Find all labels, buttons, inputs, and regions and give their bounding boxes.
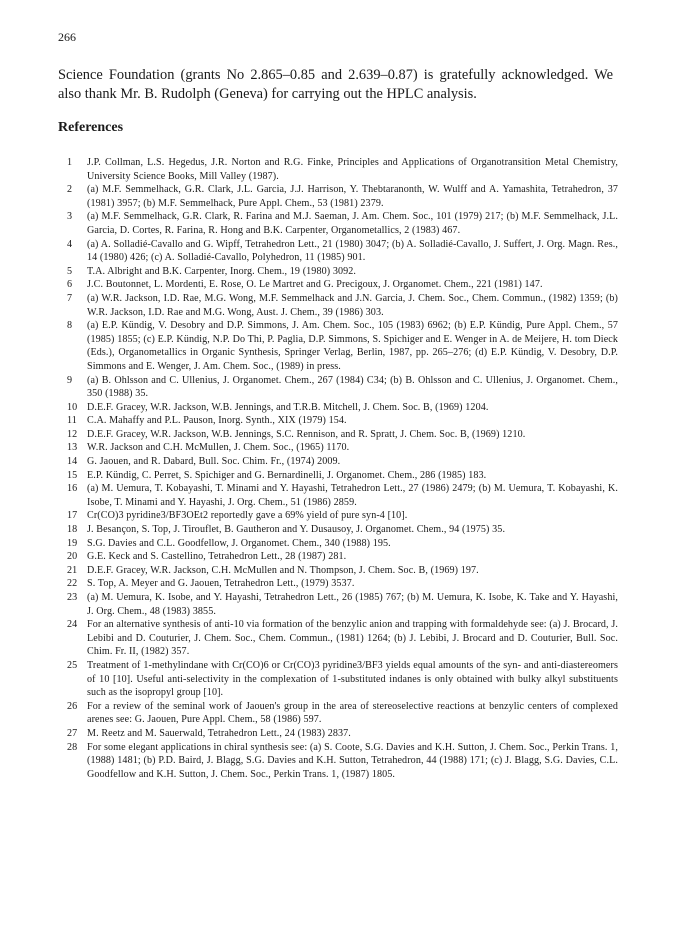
reference-item: [67, 292, 618, 319]
reference-text: E.P. Kündig, C. Perret, S. Spichiger and G. Bernardinelli, J. Organomet. Chem., 286 (1985) 183.: [87, 469, 487, 481]
reference-number: 19: [67, 537, 78, 549]
reference-text: J. Besançon, S. Top, J. Tirouflet, B. Gautheron and Y. Dusausoy, J. Organomet. Chem., 94 (1975) 35.: [87, 524, 506, 536]
reference-item: [67, 278, 618, 292]
reference-text: Cr(CO)3 pyridine3/BF3OEt2 reportedly gave a 69% yield of pure syn-4 [10].: [87, 510, 408, 522]
reference-text: For a review of the seminal work of Jaouen's group in the area of stereoselective reactions at benzylic centers of complexed arenes see: G. Jaouen, Pure Appl. Chem., 58 (1986) 597.: [87, 700, 618, 726]
reference-item: [67, 741, 618, 782]
reference-number: 16: [67, 483, 78, 495]
page-number: 266: [58, 30, 76, 44]
reference-number: 20: [67, 551, 78, 563]
reference-number: 28: [67, 741, 78, 753]
reference-text: C.A. Mahaffy and P.L. Pauson, Inorg. Synth., XIX (1979) 154.: [87, 415, 347, 427]
reference-number: 13: [67, 442, 78, 454]
reference-text: (a) B. Ohlsson and C. Ullenius, J. Organomet. Chem., 267 (1984) C34; (b) B. Ohlsson and C. Ullenius, J. Organomet. Chem., 350 (1988) 35.: [87, 374, 618, 400]
reference-item: [67, 700, 618, 727]
reference-number: 9: [67, 374, 73, 386]
reference-number: 7: [67, 292, 73, 304]
reference-number: 1: [67, 157, 73, 168]
reference-item: [67, 414, 618, 428]
reference-text: Treatment of 1-methylindane with Cr(CO)6 or Cr(CO)3 pyridine3/BF3 yields equal amounts of the syn- and anti-diastereomers of 10 [10]. Useful anti-selectivity in the complexation of 1-substituted indanes is only obtained with bulky alkyl substituents such as the isopropyl group [10].: [87, 659, 618, 699]
reference-text: D.E.F. Gracey, W.R. Jackson, W.B. Jennings, and T.R.B. Mitchell, J. Chem. Soc. B, (1969) 1204.: [87, 401, 489, 413]
reference-number: 24: [67, 619, 78, 631]
reference-item: [67, 319, 618, 373]
reference-text: W.R. Jackson and C.H. McMullen, J. Chem. Soc., (1965) 1170.: [87, 442, 350, 454]
reference-item: [67, 591, 618, 618]
reference-item: [67, 469, 618, 483]
reference-number: 18: [67, 524, 78, 536]
reference-text: For some elegant applications in chiral synthesis see: (a) S. Coote, S.G. Davies and K.H. Sutton, J. Chem. Soc., Perkin Trans. 1, (1988) 1481; (b) P.D. Baird, J. Blagg, S.G. Davies and K.H. Sutton, Tetrahedron, 44 (1988) 171; (c) J. Blagg, S.G. Davies, C.L. Goodfellow and K.H. Sutton, J. Chem. Soc., Perkin Trans. 1, (1987) 1805.: [87, 741, 618, 780]
reference-item: [67, 401, 618, 415]
reference-number: 15: [67, 469, 78, 481]
reference-text: (a) A. Solladié-Cavallo and G. Wipff, Tetrahedron Lett., 21 (1980) 3047; (b) A. Solladié-Cavallo, J. Suffert, J. Org. Magn. Res., 14 (1980) 426; (c) A. Solladié-Cavallo, Polyhedron, 11 (1985) 901.: [87, 238, 618, 264]
reference-text: G.E. Keck and S. Castellino, Tetrahedron Lett., 28 (1987) 281.: [87, 551, 347, 563]
reference-number: 8: [67, 320, 73, 332]
reference-text: (a) W.R. Jackson, I.D. Rae, M.G. Wong, M.F. Semmelhack and J.N. Garcia, J. Chem. Soc., Chem. Commun., (1982) 1359; (b) W.R. Jackson, I.D. Rae and M.G. Wong, Aust. J. Chem., 39 (1986) 303.: [87, 292, 618, 318]
reference-number: 12: [67, 428, 78, 440]
reference-item: [67, 482, 618, 509]
reference-item: [67, 265, 618, 279]
reference-text: (a) M. Uemura, T. Kobayashi, T. Minami and Y. Hayashi, Tetrahedron Lett., 27 (1986) 2479; (b) M. Uemura, T. Kobayashi, K. Isobe, T. Minami and Y. Hayashi, J. Org. Chem., 51 (1986) 2859.: [87, 483, 618, 508]
reference-item: [67, 238, 618, 265]
reference-text: G. Jaouen, and R. Dabard, Bull. Soc. Chim. Fr., (1974) 2009.: [87, 456, 341, 468]
reference-item: [67, 183, 618, 210]
reference-number: 2: [67, 184, 73, 196]
reference-item: [67, 374, 618, 401]
reference-text: D.E.F. Gracey, W.R. Jackson, W.B. Jennings, S.C. Rennison, and R. Spratt, J. Chem. Soc. B, (1969) 1210.: [87, 428, 526, 440]
references-heading: References: [58, 120, 124, 135]
reference-list: [67, 156, 618, 781]
reference-number: 17: [67, 510, 78, 522]
reference-text: M. Reetz and M. Sauerwald, Tetrahedron Lett., 24 (1983) 2837.: [87, 727, 351, 739]
reference-number: 3: [67, 211, 73, 223]
reference-item: [67, 210, 618, 237]
reference-item: [67, 441, 618, 455]
reference-item: [67, 659, 618, 700]
reference-item: [67, 428, 618, 442]
reference-text: (a) E.P. Kündig, V. Desobry and D.P. Simmons, J. Am. Chem. Soc., 105 (1983) 6962; (b) E.P. Kündig, Pure Appl. Chem., 57 (1985) 1855; (c) E.P. Kündig, N.P. Do Thi, P. Paglia, D.P. Simmons, S. Spichiger and E. Wenger in A. de Meijere, H. tom Dieck (Eds.), Organometallics in Organic Synthesis, Springer Verlag, Berlin, 1987, pp. 265–276; (d) E.P. Kündig, V. Desobry, D.P. Simmons and E. Wenger, J. Am. Chem. Soc., (1989) in press.: [87, 320, 618, 372]
reference-item: [67, 537, 618, 551]
reference-text: S.G. Davies and C.L. Goodfellow, J. Organomet. Chem., 340 (1988) 195.: [87, 537, 391, 549]
reference-text: (a) M.F. Semmelhack, G.R. Clark, J.L. Garcia, J.J. Harrison, Y. Thebtaranonth, W. Wulff and A. Yamashita, Tetrahedron, 37 (1981) 3957; (b) M.F. Semmelhack, Pure Appl. Chem., 53 (1981) 2379.: [87, 184, 618, 209]
reference-item: [67, 577, 618, 591]
reference-item: [67, 523, 618, 537]
acknowledgment-paragraph: Science Foundation (grants No 2.865–0.85 and 2.639–0.87) is gratefully acknowledged. We also thank Mr. B. Rudolph (Geneva) for carrying out the HPLC analysis.: [58, 67, 613, 102]
reference-number: 25: [67, 659, 78, 671]
reference-number: 22: [67, 578, 78, 590]
reference-number: 26: [67, 700, 78, 712]
reference-text: (a) M. Uemura, K. Isobe, and Y. Hayashi, Tetrahedron Lett., 26 (1985) 767; (b) M. Uemura, K. Isobe, K. Take and Y. Hayashi, J. Org. Chem., 48 (1983) 3855.: [87, 592, 618, 617]
reference-text: S. Top, A. Meyer and G. Jaouen, Tetrahedron Lett., (1979) 3537.: [87, 578, 355, 590]
reference-number: 6: [67, 279, 73, 291]
reference-number: 10: [67, 401, 78, 413]
reference-item: [67, 618, 618, 659]
reference-number: 11: [67, 415, 77, 427]
reference-item: [67, 550, 618, 564]
reference-number: 14: [67, 456, 78, 468]
reference-text: J.C. Boutonnet, L. Mordenti, E. Rose, O. Le Martret and G. Precigoux, J. Organomet. Chem., 221 (1981) 147.: [87, 279, 543, 291]
reference-number: 21: [67, 564, 78, 576]
reference-number: 27: [67, 727, 78, 739]
reference-text: D.E.F. Gracey, W.R. Jackson, C.H. McMullen and N. Thompson, J. Chem. Soc. B, (1969) 197.: [87, 564, 479, 576]
reference-item: [67, 509, 618, 523]
reference-text: For an alternative synthesis of anti-10 via formation of the benzylic anion and trapping with formaldehyde see: (a) J. Brocard, J. Lebibi and D. Couturier, J. Chem. Soc., Chem. Commun., (1981) 1264; (b) J. Lebibi, J. Brocard and D. Couturier, Bull. Soc. Chim. Fr. II, (1982) 357.: [87, 619, 618, 658]
reference-item: [67, 727, 618, 741]
reference-item: [67, 156, 618, 183]
reference-item: [67, 564, 618, 578]
reference-item: [67, 455, 618, 469]
reference-text: T.A. Albright and B.K. Carpenter, Inorg. Chem., 19 (1980) 3092.: [87, 265, 357, 277]
reference-number: 23: [67, 592, 78, 603]
reference-number: 4: [67, 238, 73, 250]
reference-text: J.P. Collman, L.S. Hegedus, J.R. Norton and R.G. Finke, Principles and Applications of Organotransition Metal Chemistry, University Science Books, Mill Valley (1987).: [87, 157, 618, 182]
reference-number: 5: [67, 265, 73, 277]
reference-text: (a) M.F. Semmelhack, G.R. Clark, R. Farina and M.J. Saeman, J. Am. Chem. Soc., 101 (1979) 217; (b) M.F. Semmelhack, J.L. Garcia, D. Cortes, R. Farina, R. Hong and B.K. Carpenter, Organometallics, 2 (1983) 467.: [87, 211, 618, 236]
